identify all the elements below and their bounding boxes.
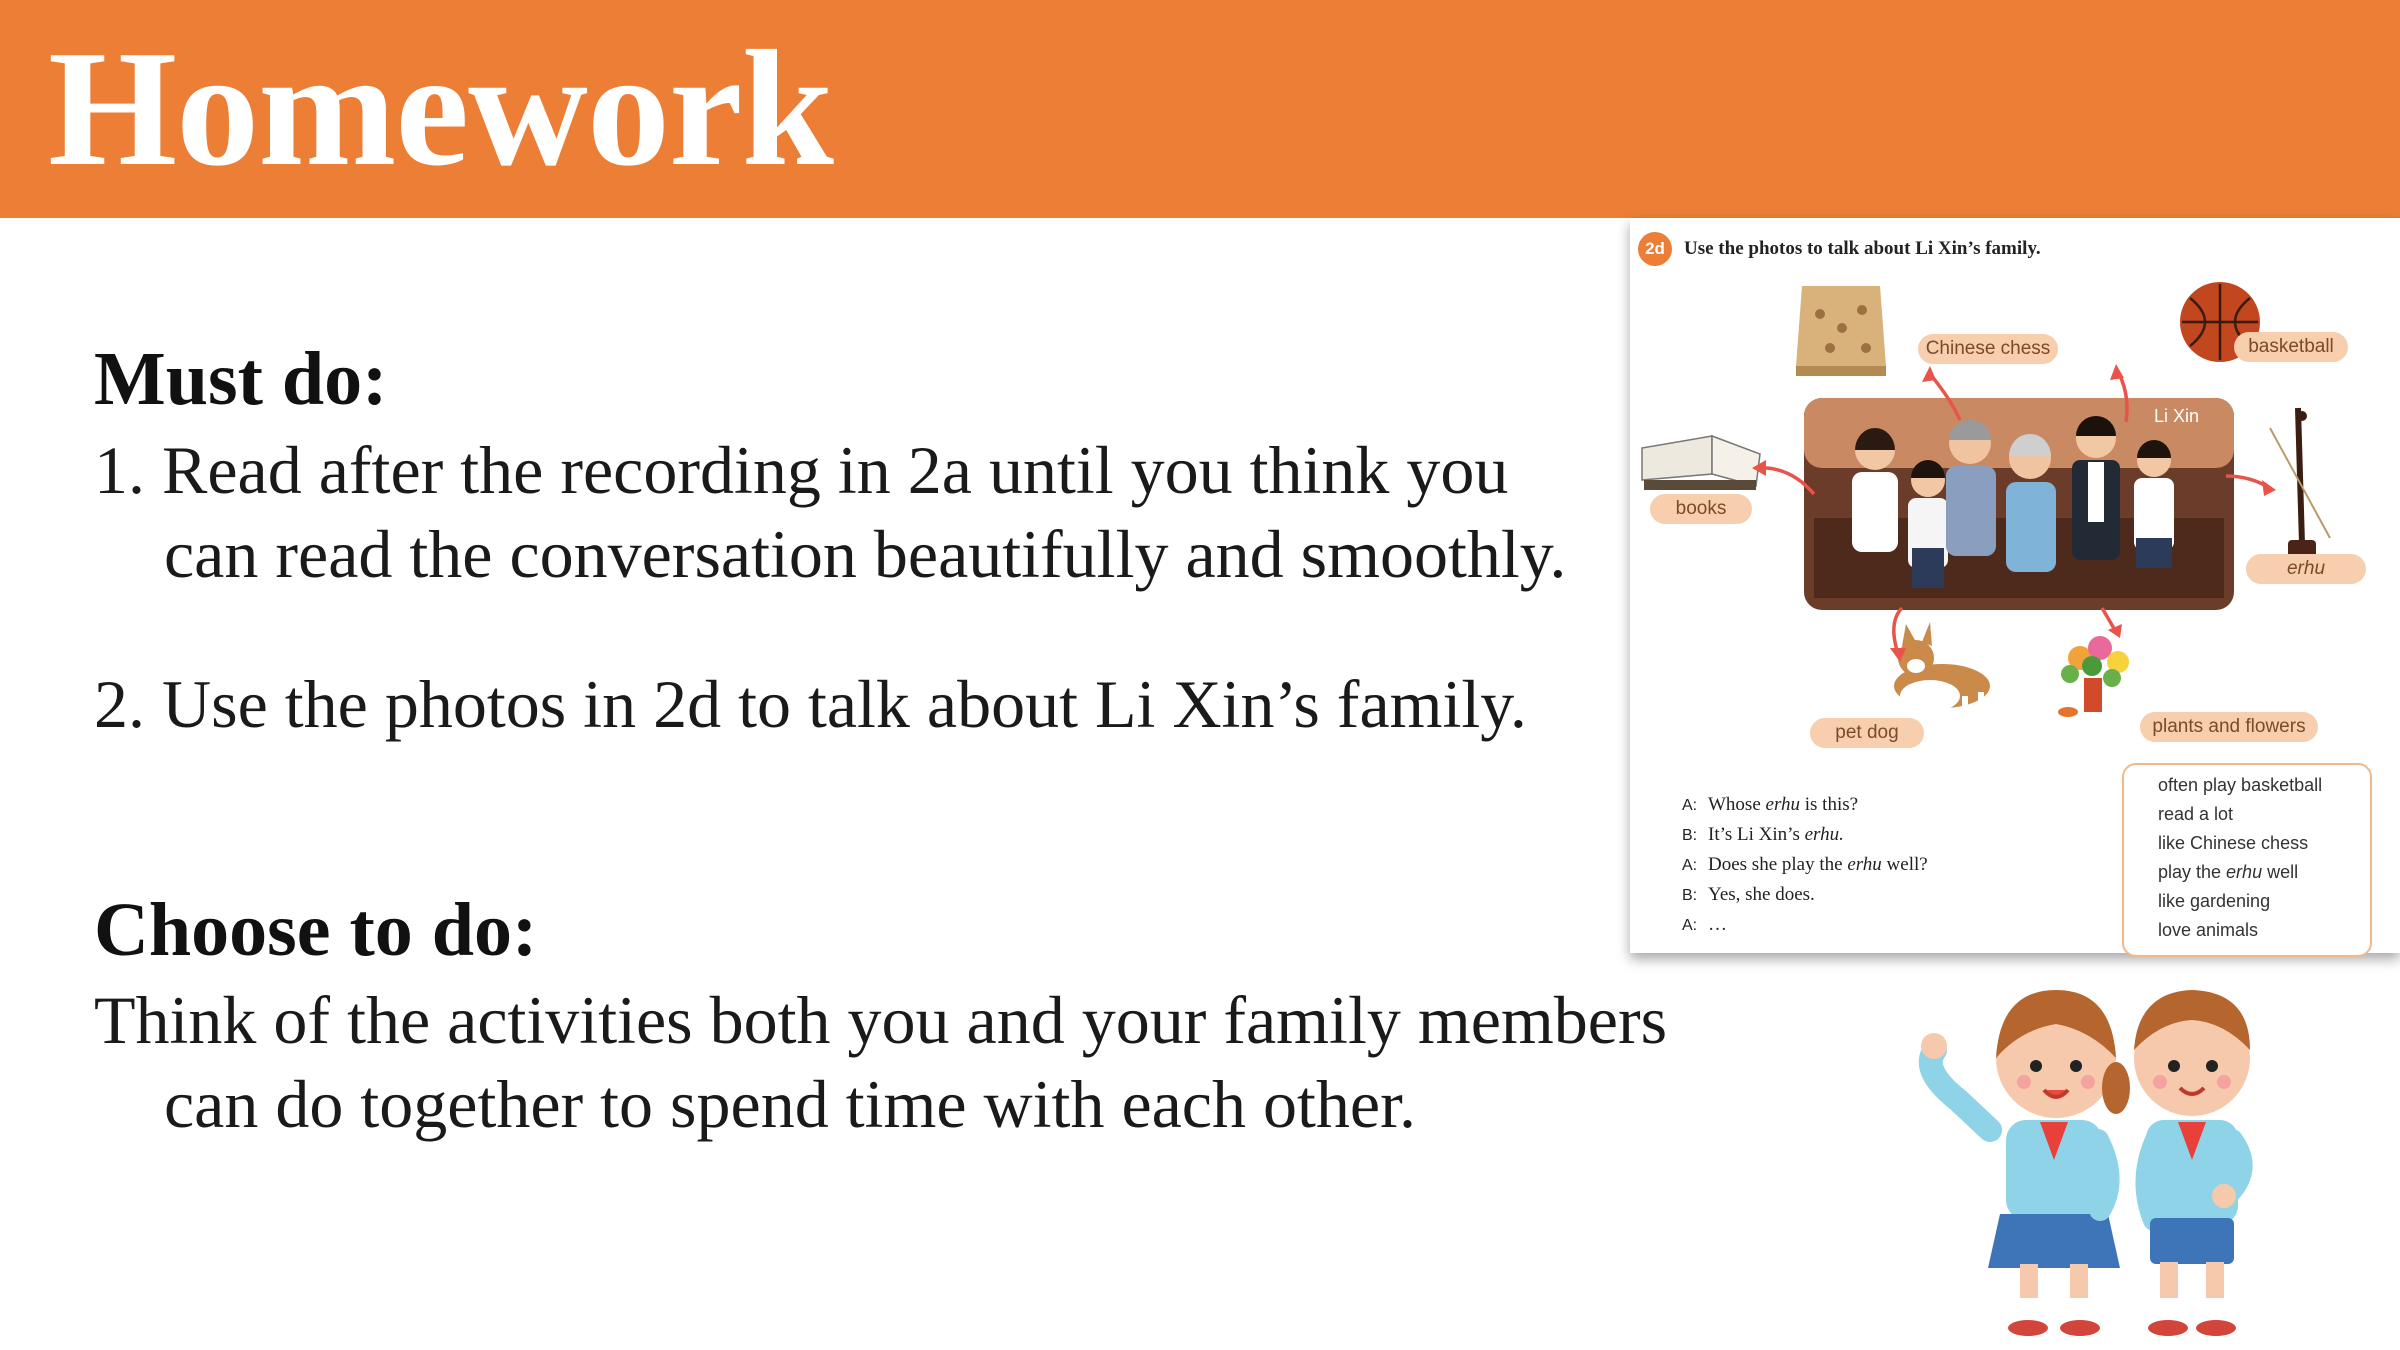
must-do-item-1-line-2: can read the conversation beautifully and smoothly. — [164, 516, 1567, 592]
basketball-label: basketball — [2234, 332, 2348, 362]
activity-item: read a lot — [2158, 804, 2234, 824]
dialogue-line: A: Does she play the erhu well? — [1682, 854, 1928, 875]
activity-item: play the erhu well — [2158, 862, 2299, 882]
must-do-heading: Must do: — [94, 337, 388, 421]
boy-student-illustration — [2134, 990, 2250, 1336]
dialogue-line: A: … — [1682, 914, 1727, 935]
books-image — [1642, 436, 1760, 490]
textbook-panel — [1630, 218, 2400, 953]
dialogue-line: B: Yes, she does. — [1682, 884, 1815, 905]
page-title: Homework — [48, 16, 833, 200]
choose-to-do-line-1: Think of the activities both you and your family members — [94, 982, 1668, 1058]
activity-item: like gardening — [2158, 891, 2271, 911]
choose-to-do-line-2: can do together to spend time with each other. — [164, 1066, 1416, 1142]
dialogue-line: A: Whose erhu is this? — [1682, 794, 1859, 815]
title-banner — [0, 0, 2400, 218]
sample-dialogue — [1682, 790, 1928, 940]
must-do-item-2: 2. Use the photos in 2d to talk about Li Xin’s family. — [94, 666, 1527, 742]
plants-image — [2058, 636, 2129, 717]
choose-to-do-heading: Choose to do: — [94, 888, 538, 972]
chinese-chess-board — [1796, 286, 1886, 376]
activities-box — [2122, 763, 2372, 957]
erhu-label: erhu — [2246, 554, 2366, 584]
li-xin-label: Li Xin — [2154, 406, 2200, 426]
chinese-chess-label: Chinese chess — [1918, 334, 2058, 364]
exercise-tag: 2d — [1638, 232, 1672, 266]
exercise-instruction: Use the photos to talk about Li Xin’s family. — [1684, 238, 2041, 259]
dialogue-line: B: It’s Li Xin’s erhu. — [1682, 824, 1844, 845]
activity-item: like Chinese chess — [2158, 833, 2309, 853]
must-do-item-1-line-1: 1. Read after the recording in 2a until you think you — [94, 432, 1509, 508]
girl-student-illustration — [1921, 990, 2130, 1336]
activity-item: love animals — [2158, 920, 2259, 940]
activity-item: often play basketball — [2158, 775, 2323, 795]
erhu-image — [2270, 408, 2330, 560]
family-photo — [1804, 398, 2234, 610]
pet-dog-image — [1894, 622, 1990, 722]
plants-label: plants and flowers — [2140, 712, 2318, 742]
pet-dog-label: pet dog — [1810, 718, 1924, 748]
books-label: books — [1650, 494, 1752, 524]
